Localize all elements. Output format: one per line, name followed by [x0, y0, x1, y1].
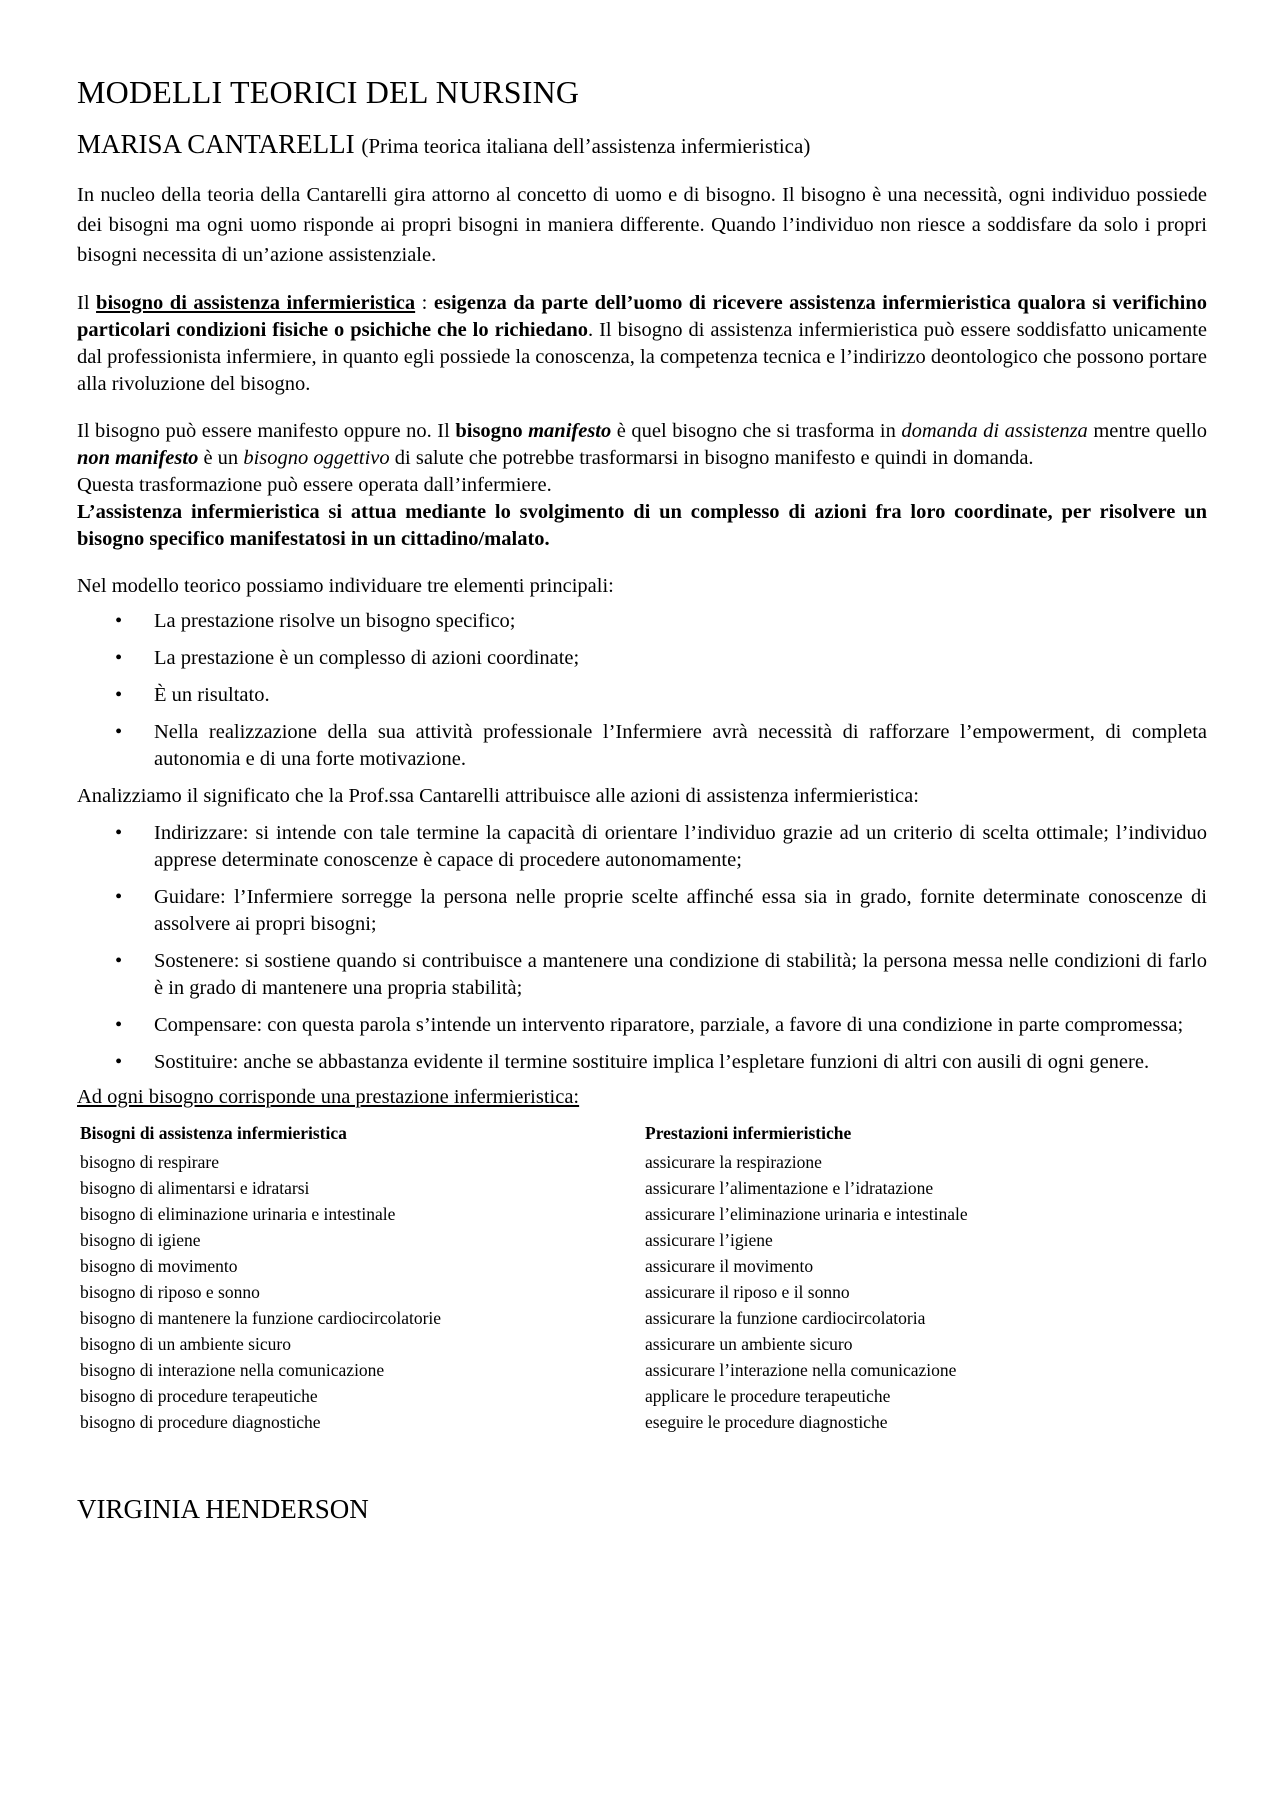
defined-term: bisogno di assistenza infermieristica: [96, 292, 416, 314]
section-heading-cantarelli: [77, 129, 1207, 160]
list-item-text: Compensare: con questa parola s’intende un intervento riparatore, parziale, a favore di una condizione in parte compromessa;: [154, 1014, 1184, 1036]
list-item-text: Sostenere: si sostiene quando si contribuisce a mantenere una condizione di stabilità; la persona messa nelle condizioni di farlo è in grado di mantenere una propria stabilità;: [154, 950, 1207, 999]
table-header-needs: Bisogni di assistenza infermieristica: [80, 1123, 347, 1143]
bullet-icon: •: [115, 1014, 123, 1036]
table-row: [77, 1360, 1207, 1386]
table-cell-need: bisogno di procedure diagnostiche: [80, 1412, 321, 1432]
bullet-icon: •: [115, 647, 123, 669]
table-row: [77, 1412, 1207, 1438]
definition-text: esigenza da parte dell’uomo di ricevere assistenza infermieristica qualora si verifichino particolari condizioni fisiche o psichiche che lo richiedano: [77, 292, 1207, 341]
document-title: MODELLI TEORICI DEL NURSING: [77, 74, 580, 110]
table-cell-service: assicurare la funzione cardiocircolatoria: [645, 1308, 926, 1328]
table-row: [77, 1152, 1207, 1178]
table-row: [77, 1282, 1207, 1308]
table-row: [77, 1178, 1207, 1204]
paragraph-manifesto-block: [77, 418, 1207, 553]
list-item: [77, 820, 1207, 874]
table-cell-need: bisogno di eliminazione urinaria e intestinale: [80, 1204, 396, 1224]
list-item: [77, 884, 1207, 938]
table-cell-need: bisogno di un ambiente sicuro: [80, 1334, 291, 1354]
actions-list: [77, 820, 1207, 1076]
table-cell-need: bisogno di alimentarsi e idratarsi: [80, 1178, 310, 1198]
table-cell-service: assicurare l’eliminazione urinaria e intestinale: [645, 1204, 968, 1224]
list-item: [77, 645, 1207, 672]
table-row: [77, 1204, 1207, 1230]
list-item: [77, 608, 1207, 635]
table-cell-need: bisogno di riposo e sonno: [80, 1282, 260, 1302]
table-cell-service: assicurare il riposo e il sonno: [645, 1282, 850, 1302]
table-row: [77, 1308, 1207, 1334]
table-row: [77, 1256, 1207, 1282]
bullet-icon: •: [115, 1051, 123, 1073]
list1-intro: Nel modello teorico possiamo individuare tre elementi principali:: [77, 575, 614, 597]
table-cell-service: assicurare il movimento: [645, 1256, 814, 1276]
bullet-icon: •: [115, 886, 123, 908]
section-heading-henderson: VIRGINIA HENDERSON: [77, 1494, 369, 1524]
list2-intro: Analizziamo il significato che la Prof.ssa Cantarelli attribuisce alle azioni di assistenza infermieristica:: [77, 785, 919, 807]
table-cell-service: assicurare l’igiene: [645, 1230, 773, 1250]
list-item: [77, 682, 1207, 709]
table-cell-service: assicurare l’alimentazione e l’idratazione: [645, 1178, 934, 1198]
bullet-icon: •: [115, 950, 123, 972]
table-cell-need: bisogno di procedure terapeutiche: [80, 1386, 318, 1406]
table-row: [77, 1386, 1207, 1412]
table-title: Ad ogni bisogno corrisponde una prestazione infermieristica:: [77, 1086, 580, 1108]
table-row: [77, 1230, 1207, 1256]
list-item: [77, 1049, 1207, 1076]
table-cell-need: bisogno di movimento: [80, 1256, 238, 1276]
list-item: [77, 719, 1207, 773]
table-cell-need: bisogno di igiene: [80, 1230, 201, 1250]
table-cell-service: eseguire le procedure diagnostiche: [645, 1412, 888, 1432]
section-subtitle: (Prima teorica italiana dell’assistenza infermieristica): [361, 134, 811, 158]
list-item-text: Nella realizzazione della sua attività professionale l’Infermiere avrà necessità di rafforzare l’empowerment, di completa autonomia e di una forte motivazione.: [154, 721, 1207, 770]
bullet-icon: •: [115, 822, 123, 844]
needs-table: [77, 1123, 1207, 1438]
table-cell-service: assicurare l’interazione nella comunicazione: [645, 1360, 957, 1380]
paragraph-transformation: Questa trasformazione può essere operata dall’infermiere.: [77, 474, 552, 496]
list-item-text: Sostituire: anche se abbastanza evidente il termine sostituire implica l’espletare funzioni di altri con ausili di ogni genere.: [154, 1051, 1150, 1073]
elements-list: [77, 608, 1207, 773]
bullet-icon: •: [115, 721, 123, 743]
table-cell-service: assicurare un ambiente sicuro: [645, 1334, 853, 1354]
list-item-text: È un risultato.: [154, 684, 270, 706]
list-item-text: La prestazione è un complesso di azioni coordinate;: [154, 647, 580, 669]
list-item: [77, 1012, 1207, 1039]
table-cell-need: bisogno di respirare: [80, 1152, 219, 1172]
table-header-services: Prestazioni infermieristiche: [645, 1123, 852, 1143]
paragraph-definition: Il bisogno di assistenza infermieristica : esigenza da parte dell’uomo di ricevere assistenza infermieristica qualora si verifichino particolari condizioni fisiche o psichiche che lo richiedano. Il bisogno di assistenza infermieristica può essere soddisfatto unicamente dal professionista infermiere, in quanto egli possiede la conoscenza, la competenza tecnica e l’indirizzo deontologico che possono portare alla rivoluzione del bisogno.: [77, 292, 1207, 395]
bullet-icon: •: [115, 684, 123, 706]
table-cell-need: bisogno di mantenere la funzione cardiocircolatorie: [80, 1308, 442, 1328]
paragraph-bold-statement: L’assistenza infermieristica si attua mediante lo svolgimento di un complesso di azioni fra loro coordinate, per risolvere un bisogno specifico manifestatosi in un cittadino/malato.: [77, 501, 1207, 550]
table-cell-service: applicare le procedure terapeutiche: [645, 1386, 891, 1406]
bullet-icon: •: [115, 610, 123, 632]
paragraph-manifesto: Il bisogno può essere manifesto oppure no. Il bisogno manifesto è quel bisogno che si trasforma in domanda di assistenza mentre quello non manifesto è un bisogno oggettivo di salute che potrebbe trasformarsi in bisogno manifesto e quindi in domanda.: [77, 420, 1208, 469]
section-name: MARISA CANTARELLI: [77, 129, 355, 159]
list-item-text: La prestazione risolve un bisogno specifico;: [154, 610, 516, 632]
table-cell-service: assicurare la respirazione: [645, 1152, 822, 1172]
table-cell-need: bisogno di interazione nella comunicazione: [80, 1360, 385, 1380]
list-item-text: Guidare: l’Infermiere sorregge la persona nelle proprie scelte affinché essa sia in grado, fornite determinate conoscenze di assolvere ai propri bisogni;: [154, 886, 1207, 935]
document-page: [77, 74, 1207, 1525]
paragraph-intro: In nucleo della teoria della Cantarelli gira attorno al concetto di uomo e di bisogno. Il bisogno è una necessità, ogni individuo possiede dei bisogni ma ogni uomo risponde ai propri bisogni in maniera differente. Quando l’individuo non riesce a soddisfare da solo i propri bisogni necessita di un’azione assistenziale.: [77, 184, 1207, 266]
table-row: [77, 1334, 1207, 1360]
list-item-text: Indirizzare: si intende con tale termine la capacità di orientare l’individuo grazie ad un criterio di scelta ottimale; l’individuo apprese determinate conoscenze è capace di procedere autonomamente;: [154, 822, 1207, 871]
list-item: [77, 948, 1207, 1002]
